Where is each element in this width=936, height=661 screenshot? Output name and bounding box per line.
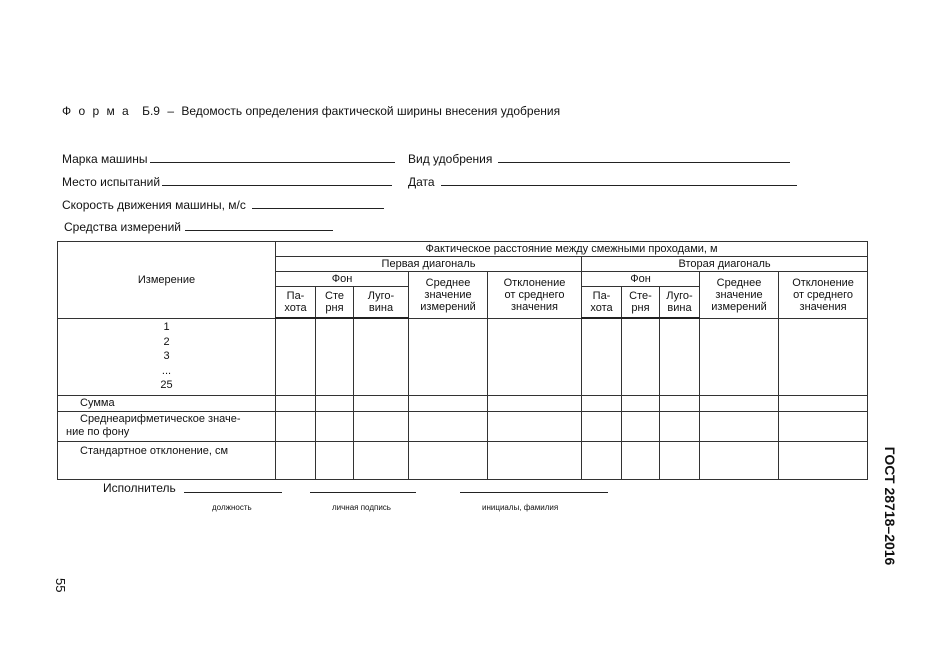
- header-diag1: Первая диагональ: [276, 257, 582, 272]
- name-caption: инициалы, фамилия: [482, 503, 559, 512]
- field-speed-label: Скорость движения машины, м/с: [62, 198, 246, 212]
- measurement-table: [57, 241, 868, 480]
- measurement-numbers: 1 2 3 ... 25: [58, 318, 276, 395]
- table-cell[interactable]: [276, 395, 316, 411]
- field-place-label: Место испытаний: [62, 175, 161, 189]
- form-title-text: Ведомость определения фактической ширины внесения удобрения: [181, 104, 561, 118]
- table-cell[interactable]: [409, 395, 488, 411]
- field-machine-input[interactable]: [150, 152, 395, 163]
- table-cell[interactable]: [660, 411, 700, 441]
- table-cell[interactable]: [660, 395, 700, 411]
- table-cell[interactable]: [779, 411, 868, 441]
- table-row: [58, 411, 868, 441]
- field-means: [64, 220, 333, 234]
- table-cell[interactable]: [622, 441, 660, 479]
- form-dash: –: [167, 104, 174, 118]
- table-cell[interactable]: [276, 318, 316, 395]
- row-avg-label: Среднеарифметическое значе- ние по фону: [58, 411, 276, 441]
- table-cell[interactable]: [409, 411, 488, 441]
- table-cell[interactable]: [488, 395, 582, 411]
- signature-line[interactable]: [310, 492, 416, 493]
- table-cell[interactable]: [582, 411, 622, 441]
- table-row: [58, 441, 868, 479]
- header-pahota-2: Па- хота: [582, 287, 622, 319]
- table-cell[interactable]: [409, 318, 488, 395]
- field-fertilizer-input[interactable]: [498, 152, 790, 163]
- form-number: Б.9: [142, 104, 160, 118]
- header-mean-2: Среднее значение измерений: [700, 272, 779, 319]
- table-cell[interactable]: [488, 441, 582, 479]
- table-cell[interactable]: [488, 318, 582, 395]
- form-title: [62, 104, 560, 118]
- header-main: Фактическое расстояние между смежными проходами, м: [276, 242, 868, 257]
- field-date-input[interactable]: [441, 175, 797, 186]
- table-cell[interactable]: [622, 318, 660, 395]
- field-speed: [62, 198, 384, 212]
- table-cell[interactable]: [660, 318, 700, 395]
- position-line[interactable]: [184, 492, 282, 493]
- field-fertilizer: [408, 152, 790, 166]
- table-cell[interactable]: [582, 441, 622, 479]
- field-place: [62, 175, 392, 189]
- row-std-label: Стандартное отклонение, см: [58, 441, 276, 479]
- field-date-label: Дата: [408, 175, 435, 189]
- signature-caption: личная подпись: [332, 503, 391, 512]
- table-cell[interactable]: [582, 318, 622, 395]
- table-cell[interactable]: [276, 411, 316, 441]
- table-cell[interactable]: [354, 411, 409, 441]
- col-measure-header: Измерение: [58, 242, 276, 319]
- table-cell[interactable]: [316, 441, 354, 479]
- table-cell[interactable]: [622, 395, 660, 411]
- row-sum-label: Сумма: [58, 395, 276, 411]
- table-cell[interactable]: [354, 441, 409, 479]
- table-cell[interactable]: [354, 395, 409, 411]
- field-date: [408, 175, 797, 189]
- field-means-label: Средства измерений: [64, 220, 182, 234]
- table-cell[interactable]: [700, 318, 779, 395]
- table-row: [58, 395, 868, 411]
- field-fertilizer-label: Вид удобрения: [408, 152, 493, 166]
- field-means-input[interactable]: [185, 220, 333, 231]
- header-fon-2: Фон: [582, 272, 700, 287]
- header-mean-1: Среднее значение измерений: [409, 272, 488, 319]
- name-line[interactable]: [460, 492, 608, 493]
- header-dev-2: Отклонение от среднего значения: [779, 272, 868, 319]
- table-cell[interactable]: [409, 441, 488, 479]
- table-cell[interactable]: [779, 395, 868, 411]
- table-cell[interactable]: [700, 411, 779, 441]
- table-cell[interactable]: [488, 411, 582, 441]
- field-place-input[interactable]: [162, 175, 392, 186]
- header-pahota-1: Па- хота: [276, 287, 316, 319]
- header-lugovina-1: Луго- вина: [354, 287, 409, 319]
- table-cell[interactable]: [582, 395, 622, 411]
- field-speed-input[interactable]: [252, 198, 384, 209]
- table-cell[interactable]: [622, 411, 660, 441]
- header-diag2: Вторая диагональ: [582, 257, 868, 272]
- position-caption: должность: [212, 503, 252, 512]
- table-cell[interactable]: [354, 318, 409, 395]
- table-cell[interactable]: [316, 395, 354, 411]
- table-cell[interactable]: [700, 395, 779, 411]
- table-cell[interactable]: [660, 441, 700, 479]
- executor-label: Исполнитель: [103, 481, 176, 495]
- header-sternya-1: Сте рня: [316, 287, 354, 319]
- form-label: Ф о р м а: [62, 104, 131, 118]
- field-machine: [62, 152, 395, 166]
- table-row: [58, 318, 868, 395]
- page-number: 55: [53, 578, 68, 593]
- field-machine-label: Марка машины: [62, 152, 148, 166]
- table-cell[interactable]: [316, 411, 354, 441]
- table-cell[interactable]: [779, 441, 868, 479]
- table-cell[interactable]: [700, 441, 779, 479]
- header-lugovina-2: Луго- вина: [660, 287, 700, 319]
- header-dev-1: Отклонение от среднего значения: [488, 272, 582, 319]
- standard-designation: ГОСТ 28718–2016: [882, 446, 898, 566]
- table-cell[interactable]: [276, 441, 316, 479]
- header-fon-1: Фон: [276, 272, 409, 287]
- header-sternya-2: Сте- рня: [622, 287, 660, 319]
- table-cell[interactable]: [779, 318, 868, 395]
- table-cell[interactable]: [316, 318, 354, 395]
